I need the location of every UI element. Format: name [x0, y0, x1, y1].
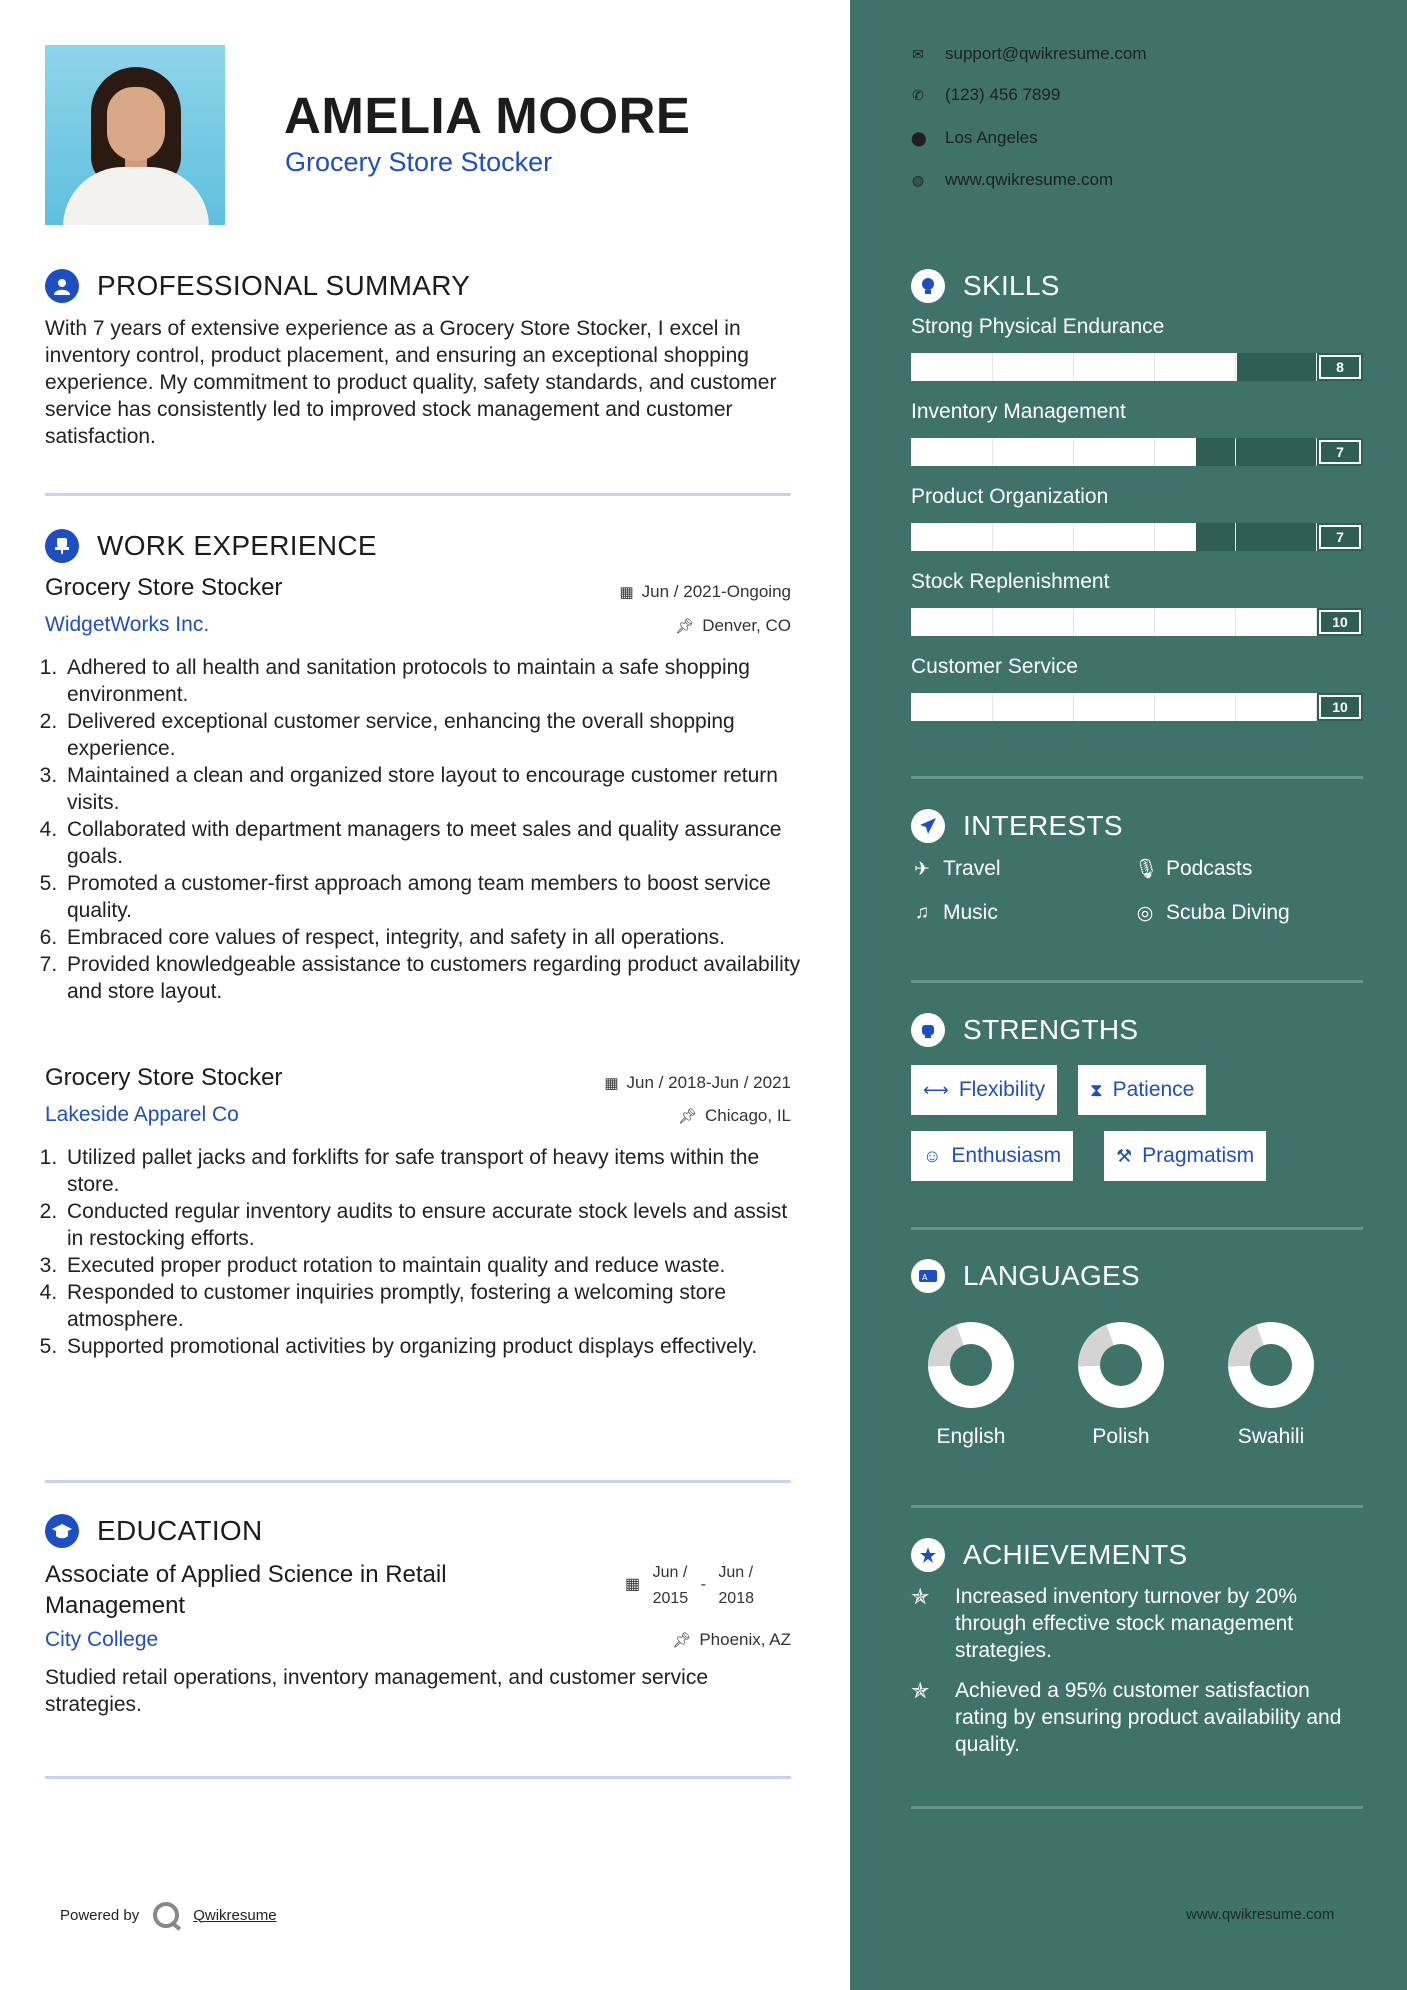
language-level-donut — [928, 1322, 1014, 1408]
footer-site[interactable]: www.qwikresume.com — [1186, 1906, 1335, 1923]
strength-pragmatism: ⚒ Pragmatism — [1104, 1131, 1266, 1181]
list-item: 7. Provided knowledgeable assistance to customers regarding product availability and store layout. — [63, 951, 808, 1005]
skill-bar — [911, 438, 1363, 466]
divider — [911, 1227, 1363, 1230]
strength-enthusiasm: ☺ Enthusiasm — [911, 1131, 1073, 1181]
job-title: Grocery Store Stocker — [45, 1064, 283, 1091]
divider — [911, 776, 1363, 779]
arrows-horizontal-icon: ⟷ — [923, 1079, 949, 1100]
job-dates: ▦ Jun / 2018-Jun / 2021 — [604, 1073, 791, 1092]
profile-photo — [45, 45, 225, 225]
education-description: Studied retail operations, inventory management, and customer service strategies. — [45, 1666, 709, 1716]
summary-text: With 7 years of extensive experience as a Grocery Store Stocker, I excel in inventory control, product placement, and ensuring an exceptional shopping experience. My commitment to product quality, safety standards, and customer service has consistently led to improved stock management and customer satisfaction. — [45, 317, 777, 448]
life-ring-icon: ◎ — [1136, 902, 1154, 924]
lightbulb-icon — [911, 269, 945, 303]
experience-heading: WORK EXPERIENCE — [45, 529, 377, 563]
hammer-icon: ⚒ — [1116, 1145, 1133, 1166]
candidate-name: AMELIA MOORE — [284, 87, 691, 144]
language-level-donut — [1078, 1322, 1164, 1408]
divider — [45, 1480, 791, 1483]
skill-bar — [911, 523, 1363, 551]
divider — [911, 1806, 1363, 1809]
hourglass-icon: ⧗ — [1090, 1079, 1103, 1100]
map-marker-icon: ⬤ — [911, 129, 927, 146]
raised-fist-icon — [911, 1013, 945, 1047]
skill-bar-fill — [911, 353, 1237, 381]
divider — [911, 980, 1363, 983]
contact-phone[interactable]: ✆ (123) 456 7899 — [912, 85, 1061, 104]
skill-name: Strong Physical Endurance — [911, 315, 1165, 338]
interest-scuba: ◎ Scuba Diving — [1134, 901, 1290, 925]
skill-level-badge: 7 — [1319, 440, 1361, 464]
job-company: WidgetWorks Inc. — [45, 613, 210, 636]
skill-name: Inventory Management — [911, 400, 1126, 423]
strength-flexibility: ⟷ Flexibility — [911, 1065, 1057, 1115]
skill-bar — [911, 608, 1363, 636]
smile-icon: ☺ — [923, 1145, 942, 1166]
job-title: Grocery Store Stocker — [45, 574, 283, 601]
graduation-cap-icon — [45, 1514, 79, 1548]
language-label: Swahili — [1237, 1425, 1305, 1448]
list-item: 5. Promoted a customer-first approach among team members to boost service quality. — [63, 870, 808, 924]
skill-bar-fill — [911, 608, 1317, 636]
chair-icon — [45, 529, 79, 563]
divider — [45, 493, 791, 496]
contact-location: ⬤ Los Angeles — [911, 128, 1038, 147]
calendar-icon: ▦ — [604, 1075, 619, 1092]
skill-level-badge: 10 — [1319, 610, 1361, 634]
paper-plane-icon — [911, 809, 945, 843]
job-company: Lakeside Apparel Co — [45, 1103, 239, 1126]
list-item: 3. Executed proper product rotation to maintain quality and reduce waste. — [63, 1252, 808, 1279]
school-name: City College — [45, 1628, 159, 1651]
interests-heading: INTERESTS — [911, 809, 1123, 843]
music-note-icon: ♫ — [914, 902, 930, 923]
job-location: 📌︎ Chicago, IL — [677, 1106, 791, 1125]
qwikresume-link[interactable]: Qwikresume — [193, 1906, 277, 1924]
award-star-icon — [911, 1538, 945, 1572]
plane-icon: ✈ — [914, 858, 930, 880]
star-hand-icon: ✯ — [911, 1678, 930, 1703]
pin-icon: 📌︎ — [675, 618, 695, 635]
skill-level-badge: 7 — [1319, 525, 1361, 549]
summary-heading: PROFESSIONAL SUMMARY — [45, 269, 470, 303]
achievements-heading: ACHIEVEMENTS — [911, 1538, 1188, 1572]
calendar-icon: ▦ — [625, 1576, 641, 1593]
svg-text:A: A — [922, 1273, 928, 1282]
envelope-icon: ✉ — [912, 45, 924, 62]
language-icon — [911, 1259, 945, 1293]
skill-name: Customer Service — [911, 655, 1078, 678]
star-hand-icon: ✯ — [911, 1584, 930, 1609]
divider — [45, 1776, 791, 1779]
skill-name: Product Organization — [911, 485, 1109, 508]
skill-name: Stock Replenishment — [911, 570, 1110, 593]
list-item: 4. Responded to customer inquiries promptly, fostering a welcoming store atmosphere. — [63, 1279, 808, 1333]
qwikresume-logo-icon — [153, 1902, 179, 1928]
education-dates: ▦ Jun / 2015 - Jun / 2018 — [625, 1564, 754, 1607]
interest-podcasts: 🎙︎ Podcasts — [1134, 857, 1253, 880]
skill-bar-fill — [911, 693, 1317, 721]
microphone-icon: 🎙︎ — [1134, 859, 1159, 880]
interest-travel: ✈ Travel — [911, 857, 1001, 881]
list-item: 1. Adhered to all health and sanitation protocols to maintain a safe shopping environment. — [63, 654, 808, 708]
achievement-item: ✯ Achieved a 95% customer satisfaction rating by ensuring product availability and quality. — [911, 1678, 1342, 1756]
contact-email[interactable]: ✉ support@qwikresume.com — [912, 44, 1147, 63]
skill-bar — [911, 693, 1363, 721]
pin-icon: 📌︎ — [672, 1632, 692, 1649]
calendar-icon: ▦ — [619, 584, 634, 601]
list-item: 2. Conducted regular inventory audits to ensure accurate stock levels and assist in restocking efforts. — [63, 1198, 808, 1252]
job-bullets — [45, 1144, 808, 1360]
user-icon — [45, 269, 79, 303]
strength-patience: ⧗ Patience — [1078, 1065, 1206, 1115]
degree-title: Associate of Applied Science in Retail Management — [45, 1561, 447, 1619]
list-item: 3. Maintained a clean and organized store layout to encourage customer return visits. — [63, 762, 808, 816]
globe-icon: ◍ — [911, 171, 925, 188]
list-item: 4. Collaborated with department managers to meet sales and quality assurance goals. — [63, 816, 808, 870]
job-location: 📌︎ Denver, CO — [675, 616, 791, 635]
achievement-item: ✯ Increased inventory turnover by 20% through effective stock management strategies. — [911, 1584, 1298, 1662]
interest-music: ♫ Music — [911, 901, 998, 925]
job-dates: ▦ Jun / 2021-Ongoing — [619, 582, 791, 601]
job-bullets — [45, 654, 808, 1005]
pin-icon: 📌︎ — [677, 1108, 697, 1125]
strengths-heading: STRENGTHS — [911, 1013, 1138, 1047]
skill-level-badge: 10 — [1319, 695, 1361, 719]
language-label: Polish — [1092, 1425, 1150, 1448]
education-heading: EDUCATION — [45, 1514, 263, 1548]
languages-heading: A LANGUAGES — [911, 1259, 1140, 1293]
language-label: English — [936, 1425, 1006, 1448]
skill-level-badge: 8 — [1319, 355, 1361, 379]
language-level-donut — [1228, 1322, 1314, 1408]
phone-icon: ✆ — [912, 86, 924, 103]
footer-brand: Powered by Qwikresume — [60, 1902, 277, 1928]
skill-bar — [911, 353, 1363, 381]
list-item: 5. Supported promotional activities by organizing product displays effectively. — [63, 1333, 808, 1360]
list-item: 6. Embraced core values of respect, integrity, and safety in all operations. — [63, 924, 808, 951]
education-location: 📌︎ Phoenix, AZ — [672, 1630, 791, 1649]
list-item: 2. Delivered exceptional customer service, enhancing the overall shopping experience. — [63, 708, 808, 762]
skills-heading: SKILLS — [911, 269, 1060, 303]
candidate-title: Grocery Store Stocker — [285, 147, 553, 177]
contact-website[interactable]: ◍ www.qwikresume.com — [911, 170, 1114, 189]
list-item: 1. Utilized pallet jacks and forklifts for safe transport of heavy items within the store. — [63, 1144, 808, 1198]
divider — [911, 1505, 1363, 1508]
